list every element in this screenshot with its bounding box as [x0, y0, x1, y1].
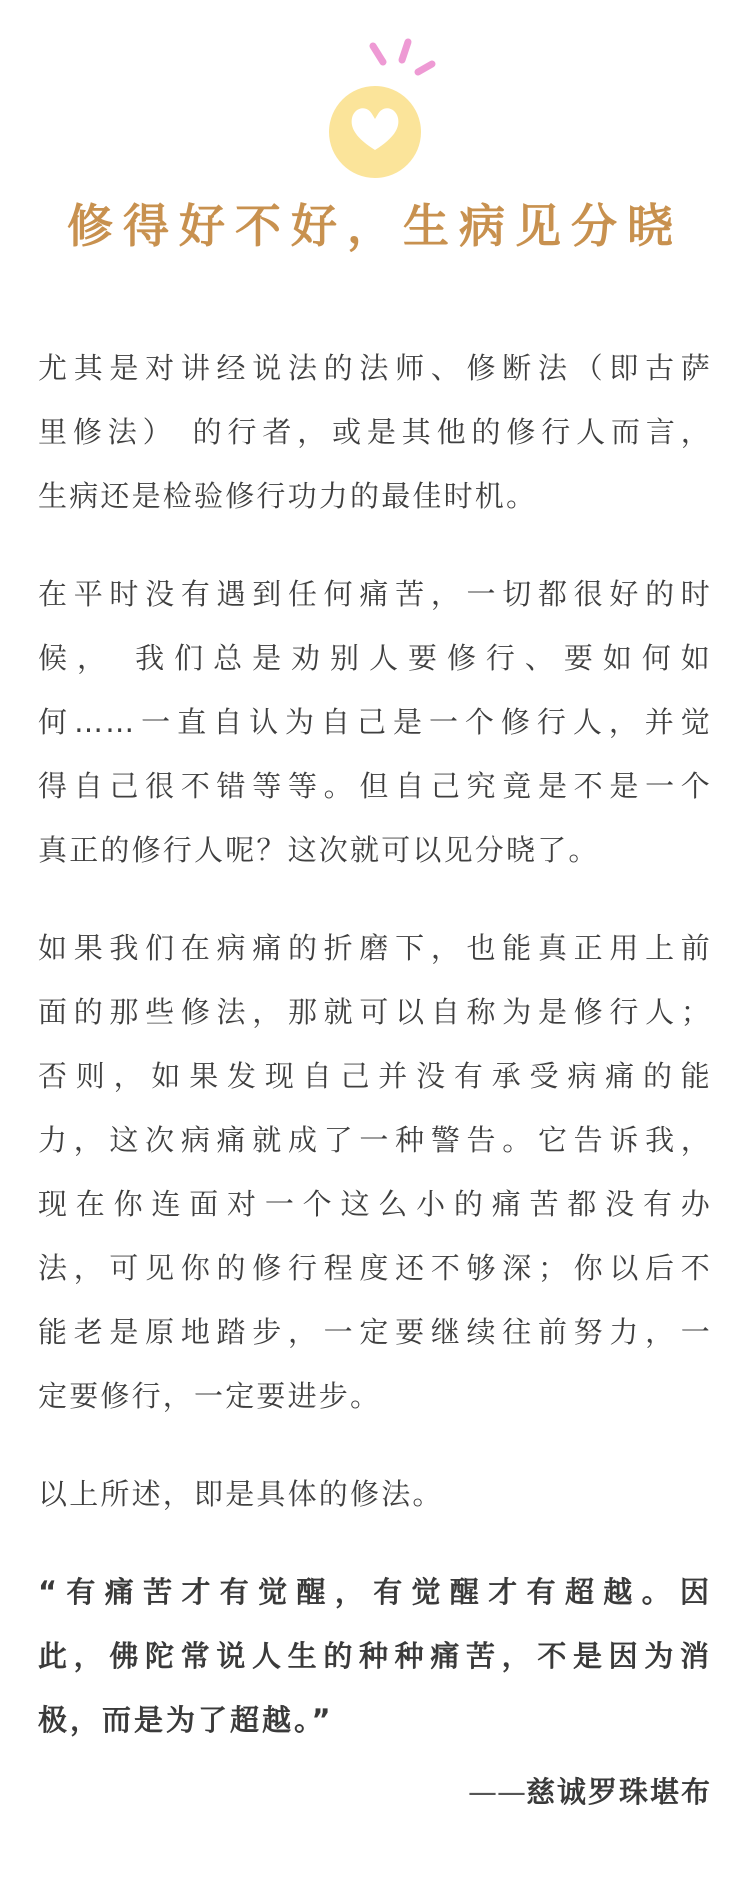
text-line: 法，可见你的修行程度还不够深；你以后不 [38, 1251, 712, 1285]
text-line: 力，这次病痛就成了一种警告。它告诉我， [38, 1123, 712, 1157]
text-line: 何……一直自认为自己是一个修行人，并觉 [38, 705, 712, 739]
article-body [38, 336, 712, 1752]
text-line: 否则，如果发现自己并没有承受病痛的能 [38, 1059, 712, 1093]
text-line: 面的那些修法，那就可以自称为是修行人； [38, 995, 712, 1029]
attribution-author: 慈诚罗珠堪布 [525, 1775, 712, 1809]
text-line: 生病还是检验修行功力的最佳时机。 [38, 479, 538, 513]
text-line: 尤其是对讲经说法的法师、修断法（即古萨 [38, 351, 712, 385]
paragraph-2 [38, 562, 712, 882]
article-title: 修得好不好，生病见分晓 [67, 199, 683, 253]
attribution-dash: —— [467, 1775, 526, 1809]
quote-block [38, 1560, 712, 1752]
text-line: 以上所述，即是具体的修法。 [38, 1477, 444, 1511]
text-line: 如果我们在病痛的折磨下，也能真正用上前 [38, 931, 712, 965]
heart-badge-icon [0, 0, 750, 190]
text-line: 定要修行，一定要进步。 [38, 1379, 382, 1413]
paragraph-4 [38, 1462, 712, 1526]
text-line: 候， 我们总是劝别人要修行、要如何如 [38, 641, 712, 675]
quote-line: 极，而是为了超越。” [38, 1703, 334, 1737]
text-line: 在平时没有遇到任何痛苦，一切都很好的时 [38, 577, 712, 611]
header-decoration [0, 0, 750, 190]
paragraph-3 [38, 916, 712, 1428]
text-line: 现在你连面对一个这么小的痛苦都没有办 [38, 1187, 712, 1221]
text-line: 得自己很不错等等。但自己究竟是不是一个 [38, 769, 712, 803]
quote-line: “有痛苦才有觉醒，有觉醒才有超越。因 [38, 1575, 712, 1609]
text-line: 真正的修行人呢？这次就可以见分晓了。 [38, 833, 600, 867]
quote-attribution [468, 1772, 712, 1812]
text-line: 能老是原地踏步，一定要继续往前努力，一 [38, 1315, 712, 1349]
text-line: 里修法） 的行者，或是其他的修行人而言， [38, 415, 712, 449]
spark-icon [373, 42, 432, 72]
quote-line: 此，佛陀常说人生的种种痛苦，不是因为消 [38, 1639, 712, 1673]
paragraph-1 [38, 336, 712, 528]
